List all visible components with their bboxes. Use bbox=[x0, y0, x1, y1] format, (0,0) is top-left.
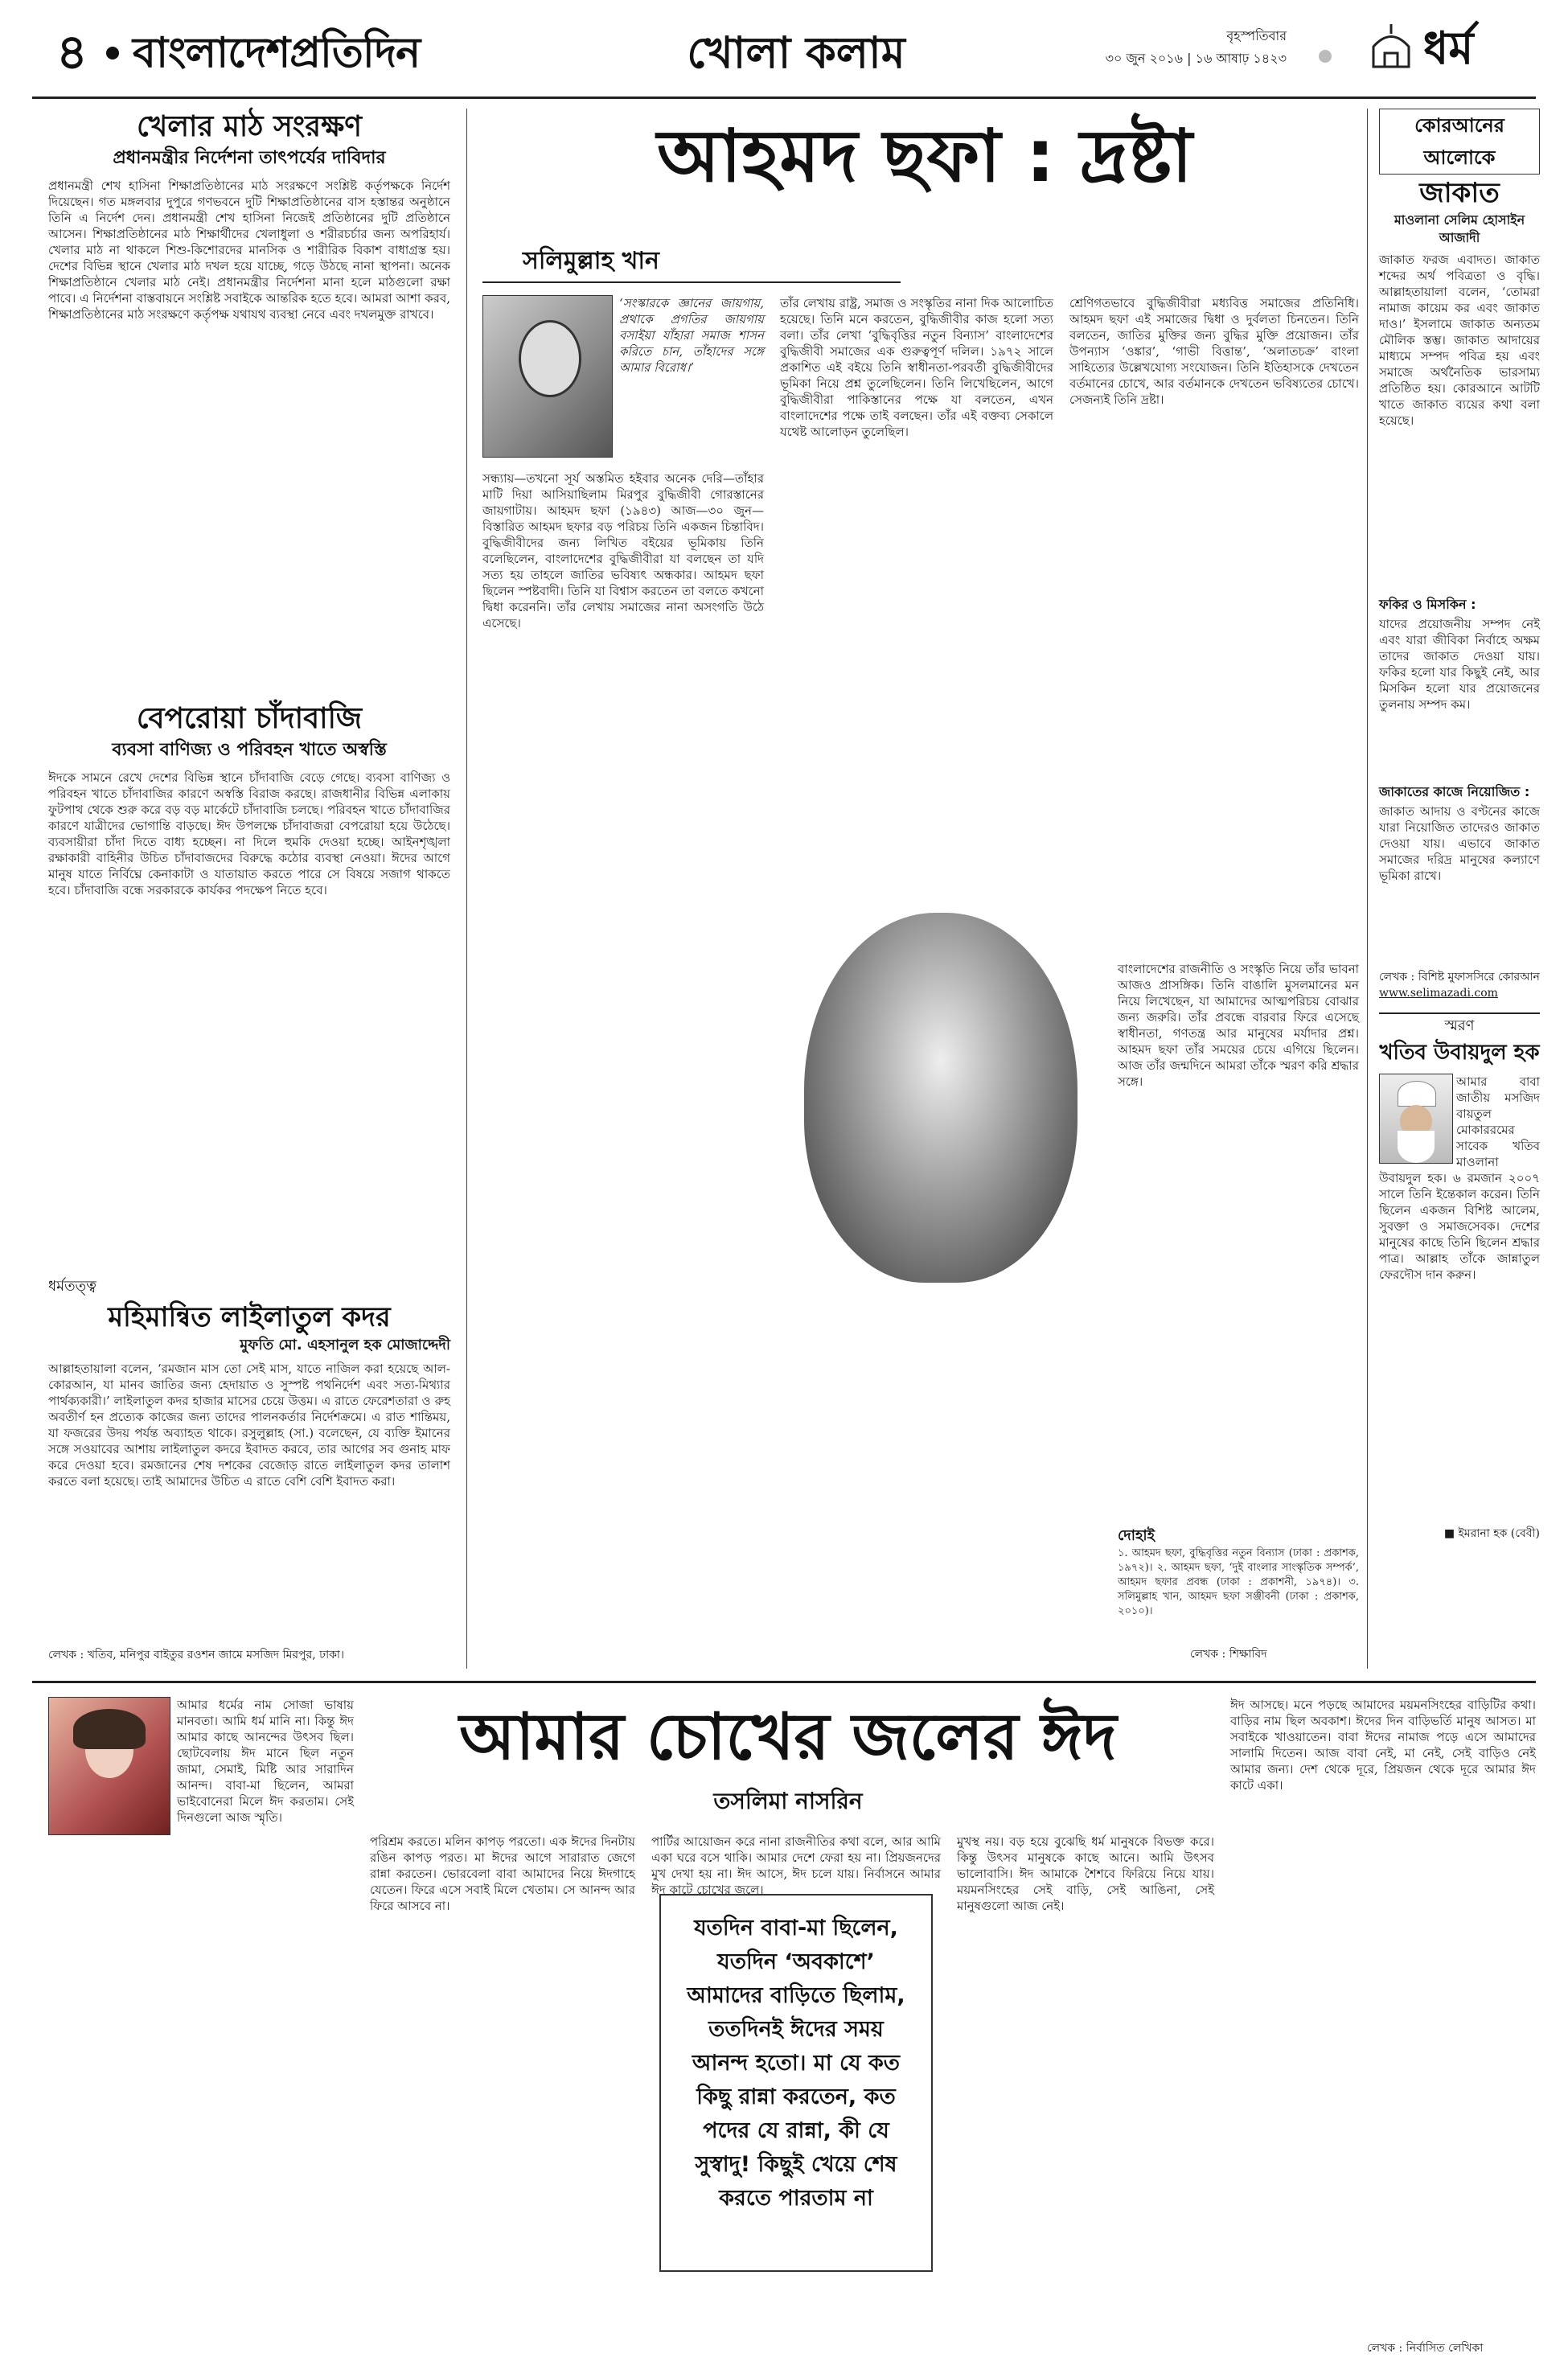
bottom-col-1: আমার ধর্মের নাম সোজা ভাষায় মানবতা। আমি ধর্ম মানি না। কিন্তু ঈদ আমার কাছে আনন্দের উৎসব ছিল। ছোটবেলায় ঈদ মানে ছিল নতুন জামা, সেমাই, মিষ্টি আর সারাদিন আনন্দ। বাবা-মা ছিলেন, আমরা ভাইবোনেরা মিলে ঈদ করতাম। সেই দিনগুলো আজ স্মৃতি। bbox=[177, 1698, 354, 1825]
pull-quote-box bbox=[659, 1894, 933, 2272]
right-title: জাকাত bbox=[1419, 177, 1500, 209]
bottom-col-5: ঈদ আসছে। মনে পড়ছে আমাদের ময়মনসিংহের বাড়িটির কথা। বাড়ির নাম ছিল অবকাশ। ঈদের দিন বাড়িভর্তি মানুষ আসত। মা সবাইকে খাওয়াতেন। বাবা ঈদের নামাজ পড়ে এসে আমাদের সালামি দিতেন। আজ বাবা নেই, মা নেই, সেই বাড়িও নেই আমার জন্য। দেশ থেকে দূরে, প্রিয়জন থেকে দূরে আমার ঈদ কাটে একা। bbox=[1230, 1698, 1536, 1793]
left-column bbox=[48, 109, 450, 1669]
article-title: বেপরোয়া চাঁদাবাজি bbox=[136, 702, 363, 735]
memorial-footer: ■ ইমরানা হক (বেবী) bbox=[1443, 1527, 1540, 1540]
references: ১. আহমদ ছফা, বুদ্ধিবৃত্তির নতুন বিন্যাস (ঢাকা : প্রকাশক, ১৯৭২)। ২. আহমদ ছফা, ‘দুই বাংলার সাংস্কৃতিক সম্পর্ক’, আহমদ ছফার প্রবন্ধ (ঢাকা : প্রকাশনী, ১৯৭৪)। ৩. সলিমুল্লাহ খান, আহমদ ছফা সঞ্জীবনী (ঢাকা : প্রকাশক, ২০১০)। bbox=[1118, 1547, 1359, 1617]
refs-title: দোহাই bbox=[1118, 1527, 1155, 1544]
author-photo bbox=[48, 1697, 170, 1835]
article-body: ঈদকে সামনে রেখে দেশের বিভিন্ন স্থানে চাঁদাবাজি বেড়ে গেছে। ব্যবসা বাণিজ্য ও পরিবহন খাতে চাঁদাবাজির কারণে অস্বস্তি বিরাজ করছে। রাজধানীর বিভিন্ন এলাকায় ফুটপাথ থেকে শুরু করে বড় বড় মার্কেটে চাঁদাবাজি চলছে। পরিবহন খাতে চাঁদাবাজির কারণে যাত্রীদের ভোগান্তি বাড়ছে। ঈদ উপলক্ষে চাঁদাবাজরা বেপরোয়া হয়ে উঠেছে। ব্যবসায়ীরা চাঁদা দিতে বাধ্য হচ্ছেন। না দিলে হুমকি দেওয়া হচ্ছে। আইনশৃঙ্খলা রক্ষাকারী বাহিনীর উচিত চাঁদাবাজদের বিরুদ্ধে কঠোর ব্যবস্থা নেওয়া। ঈদের আগে মানুষ যাতে নির্বিঘ্নে কেনাকাটা ও যাতায়াত করতে পারে সে বিষয়ে সজাগ থাকতে হবে। চাঁদাবাজি বন্ধে সরকারকে কার্যকর পদক্ষেপ নিতে হবে। bbox=[48, 770, 450, 897]
bottom-article bbox=[48, 1697, 1536, 2356]
bottom-col-4: মুখস্থ নয়। বড় হয়ে বুঝেছি ধর্ম মানুষকে বিভক্ত করে। কিন্তু উৎসব মানুষকে কাছে আনে। আমি উৎসব ভালোবাসি। ঈদ আমাকে শৈশবে ফিরিয়ে নিয়ে যায়। ময়মনসিংহের সেই বাড়ি, সেই আঙিনা, সেই মানুষগুলো আজ নেই। bbox=[957, 1834, 1214, 1913]
bottom-headline: আমার চোখের জলের ঈদ bbox=[459, 1699, 1117, 1774]
feature-col-3: শ্রেণিগতভাবে বুদ্ধিজীবীরা মধ্যবিত্ত সমাজের প্রতিনিধি। আহমদ ছফা এই সমাজের দ্বিধা ও দুর্বলতা চিনতেন। তিনি বলতেন, জাতির মুক্তির জন্য বুদ্ধির মুক্তি প্রয়োজন। তাঁর উপন্যাস ‘ওঙ্কার’, ‘গাভী বিত্তান্ত’, ‘অলাতচক্র’ বাংলা সাহিত্যের উল্লেখযোগ্য সংযোজন। তিনি ইতিহাসকে দেখতেন বর্তমানের চোখে, আর বর্তমানকে দেখতেন ভবিষ্যতের চোখে। সেজন্যই তিনি দ্রষ্টা। bbox=[1069, 296, 1359, 407]
memorial-block bbox=[1379, 1074, 1540, 1524]
website-link[interactable]: www.selimazadi.com bbox=[1379, 987, 1498, 1000]
article-body: আল্লাহতায়ালা বলেন, ‘রমজান মাস তো সেই মাস, যাতে নাজিল করা হয়েছে আল-কোরআন, যা মানব জাতির জন্য হেদায়াত ও সুস্পষ্ট পথনির্দেশ এবং সত্য-মিথ্যার পার্থক্যকারী।’ লাইলাতুল কদর হাজার মাসের চেয়ে উত্তম। এ রাতে ফেরেশতারা ও রুহ অবতীর্ণ হন প্রত্যেক কাজের জন্য তাদের পালনকর্তার নির্দেশক্রমে। এ রাত শান্তিময়, যা ফজরের উদয় পর্যন্ত অব্যাহত থাকে। রসুলুল্লাহ (সা.) বলেছেন, যে ব্যক্তি ইমানের সঙ্গে সওয়াবের আশায় লাইলাতুল কদরে ইবাদত করবে, তার আগের সব গুনাহ মাফ করে দেওয়া হবে। রমজানের শেষ দশকের বেজোড় রাতে লাইলাতুল কদর তালাশ করতে বলা হয়েছে। তাই আমাদের উচিত এ রাতে বেশি বেশি ইবাদত করা। bbox=[48, 1362, 450, 1489]
section-title: খোলা কলাম bbox=[687, 27, 905, 78]
article-body: প্রধানমন্ত্রী শেখ হাসিনা শিক্ষাপ্রতিষ্ঠানের মাঠ সংরক্ষণে সংশ্লিষ্ট কর্তৃপক্ষকে নির্দেশ দিয়েছেন। গত মঙ্গলবার দুপুরে গণভবনে দুটি শিক্ষাপ্রতিষ্ঠানের বাস হস্তান্তর অনুষ্ঠানে তিনি এ নির্দেশ দেন। প্রধানমন্ত্রী শেখ হাসিনা নিজেই প্রতিষ্ঠানের দুটি প্রতিষ্ঠানে আসেন। শিক্ষাপ্রতিষ্ঠানের মাঠ শিক্ষার্থীদের খেলাধুলা ও শরীরচর্চার জন্য অপরিহার্য। খেলার মাঠ না থাকলে শিশু-কিশোরদের মানসিক ও শারীরিক বিকাশ বাধাগ্রস্ত হয়। দেশের বিভিন্ন স্থানে খেলার মাঠ দখল হয়ে যাচ্ছে, গড়ে উঠছে নানা স্থাপনা। অনেক শিক্ষাপ্রতিষ্ঠানে খেলার মাঠ নেই। প্রধানমন্ত্রীর নির্দেশনা মানা হলে মাঠগুলো রক্ষা পাবে। এ নির্দেশনা বাস্তবায়নে সংশ্লিষ্ট সবাইকে আন্তরিক হতে হবে। আমরা আশা করব, শিক্ষাপ্রতিষ্ঠানের মাঠ সংরক্ষণে কর্তৃপক্ষ যথাযথ ব্যবস্থা নেবে এবং দখলমুক্ত রাখবে। bbox=[48, 179, 450, 322]
paper-name: বাংলাদেশপ্রতিদিন bbox=[133, 29, 421, 77]
bottom-col-3: পার্টির আয়োজন করে নানা রাজনীতির কথা বলে, আর আমি একা ঘরে বসে থাকি। আমার দেশে ফেরা হয় না। প্রিয়জনদের মুখ দেখা হয় না। ঈদ আসে, ঈদ চলে যায়। নির্বাসনে আমার ঈদ কাটে চোখের জলে। bbox=[651, 1834, 941, 1897]
memorial-body bbox=[1379, 1074, 1540, 1508]
article-subtitle: ব্যবসা বাণিজ্য ও পরিবহন খাতে অস্বস্তি bbox=[112, 740, 387, 760]
article-kicker: ধর্মতত্ত্ব bbox=[48, 1278, 96, 1295]
subheading-body: জাকাত আদায় ও বণ্টনের কাজে যারা নিয়োজিত তাদেরও জাকাত দেওয়া যায়। এভাবে জাকাত সমাজের দরিদ্র মানুষের কল্যাণে ভূমিকা রাখে। bbox=[1379, 804, 1540, 883]
article-title: খেলার মাঠ সংরক্ষণ bbox=[136, 110, 363, 143]
feature-col-1: সন্ধ্যায়—তখনো সূর্য অস্তমিত হইবার অনেক দেরি—তাঁহার মাটি দিয়া আসিয়াছিলাম মিরপুর বুদ্ধিজীবী গোরস্তানের জায়গাটায়। আহমদ ছফা (১৯৪৩) আজ—৩০ জুন—বিস্তারিত আহমদ ছফার বড় পরিচয় তিনি একজন চিন্তাবিদ। বুদ্ধিজীবীদের জন্য লিখিত বইয়ের ভূমিকায় তিনি বলেছিলেন, বাংলাদেশের বুদ্ধিজীবীরা যা বলছেন তা যদি সত্য হয় তাহলে জাতির ভবিষ্যৎ অন্ধকার। আহমদ ছফা ছিলেন স্পষ্টবাদী। তিনি যা বিশ্বাস করতেন তা বলতে কখনো দ্বিধা করেননি। তাঁর লেখায় সমাজের নানা অসংগতি উঠে এসেছে। bbox=[482, 471, 764, 630]
bottom-footer: লেখক : নির্বাসিত লেখিকা bbox=[1367, 2342, 1484, 2355]
feature-footer: লেখক : শিক্ষাবিদ bbox=[1190, 1648, 1267, 1661]
author-face bbox=[519, 320, 581, 397]
subject-photo-frame bbox=[780, 913, 1102, 1283]
column-divider bbox=[466, 109, 467, 1669]
mosque-icon bbox=[1367, 23, 1415, 71]
masthead bbox=[32, 18, 1536, 90]
right-author: মাওলানা সেলিম হোসাইন আজাদী bbox=[1394, 212, 1525, 245]
author-rule bbox=[482, 281, 901, 283]
bullet-dot bbox=[106, 47, 119, 60]
memorial-title: খতিব উবায়দুল হক bbox=[1379, 1041, 1540, 1065]
author-photo bbox=[482, 295, 613, 458]
subheading: ফকির ও মিসকিন : bbox=[1379, 597, 1476, 612]
pull-quote: যতদিন বাবা-মা ছিলেন, যতদিন ‘অবকাশে’ আমাদের বাড়িতে ছিলাম, ততদিনই ঈদের সময় আনন্দ হতো। মা যে কত কিছু রান্না করতেন, কত পদের যে রান্না, কী যে সুস্বাদু! কিছুই খেয়ে শেষ করতে পারতাম না bbox=[687, 1916, 905, 2211]
memorial-kicker: স্মরণ bbox=[1444, 1017, 1475, 1034]
feature-quote: ‘সংস্কারকে জ্ঞানের জায়গায়, প্রথাকে প্রগতির জায়গায় বসাইয়া যাঁহারা সমাজ শাসন করিতে চান, তাঁহাদের সঙ্গে আমার বিরোধ।’ bbox=[619, 296, 764, 375]
subheading: জাকাতের কাজে নিয়োজিত : bbox=[1379, 784, 1530, 799]
page-number: ৪ bbox=[56, 24, 88, 80]
weekday: বৃহস্পতিবার bbox=[1226, 28, 1287, 43]
bullet-dot bbox=[1319, 50, 1332, 63]
feature-headline: আহমদ ছফা : দ্রষ্টা bbox=[657, 114, 1192, 199]
masthead-rule bbox=[32, 97, 1536, 99]
bottom-col-2: পরিশ্রম করতে। মলিন কাপড় পরতো। এক ঈদের দিনটায় রঙিন কাপড় পরত। মা ঈদের আগে সারারাত জেগে রান্না করতেন। ভোরবেলা বাবা আমাদের নিয়ে ঈদগাহে যেতেন। ফিরে এসে সবাই মিলে খেতাম। সে আনন্দ আর ফিরে আসবে না। bbox=[370, 1834, 635, 1913]
bottom-author: তসলিমা নাসরিন bbox=[713, 1788, 863, 1814]
article-footer: লেখক : খতিব, মনিপুর বাইতুর রওশন জামে মসজিদ মিরপুর, ঢাকা। bbox=[48, 1649, 345, 1661]
right-kicker: কোরআনের আলোকে bbox=[1379, 109, 1540, 175]
right-body: জাকাত ফরজ এবাদত। জাকাত শব্দের অর্থ পবিত্রতা ও বৃদ্ধি। আল্লাহতায়ালা বলেন, ‘তোমরা নামাজ কায়েম কর এবং জাকাত দাও।’ ইসলামে জাকাত অন্যতম মৌলিক স্তম্ভ। জাকাত আদায়ের মাধ্যমে সম্পদ পবিত্র হয় এবং সমাজে অর্থনৈতিক ভারসাম্য প্রতিষ্ঠিত হয়। কোরআনে আটটি খাতে জাকাত ব্যয়ের কথা বলা হয়েছে। bbox=[1379, 253, 1540, 428]
feature-col-4: বাংলাদেশের রাজনীতি ও সংস্কৃতি নিয়ে তাঁর ভাবনা আজও প্রাসঙ্গিক। তিনি বাঙালি মুসলমানের মন নিয়ে লিখেছেন, যা আমাদের আত্মপরিচয় বোঝার জন্য জরুরি। তাঁর প্রবন্ধে বারবার ফিরে এসেছে স্বাধীনতা, গণতন্ত্র আর মানুষের মর্যাদার প্রশ্ন। আহমদ ছফা তাঁর সময়ের চেয়ে এগিয়ে ছিলেন। আজ তাঁর জন্মদিনে আমরা তাঁকে স্মরণ করি শ্রদ্ধার সঙ্গে। bbox=[1118, 962, 1359, 1089]
column-divider bbox=[1367, 109, 1368, 1669]
right-footer: লেখক : বিশিষ্ট মুফাসসিরে কোরআন bbox=[1379, 971, 1540, 984]
feature-col-2: তাঁর লেখায় রাষ্ট্র, সমাজ ও সংস্কৃতির নানা দিক আলোচিত হয়েছে। তিনি মনে করতেন, বুদ্ধিজীবীর কাজ হলো সত্য বলা। তাঁর লেখা ‘বুদ্ধিবৃত্তির নতুন বিন্যাস’ বাংলাদেশের বুদ্ধিজীবী সমাজের এক গুরুত্বপূর্ণ দলিল। ১৯৭২ সালে প্রকাশিত এই বইয়ে তিনি স্বাধীনতা-পরবর্তী বুদ্ধিজীবীদের ভূমিকা নিয়ে প্রশ্ন তুলেছিলেন। তিনি লিখেছিলেন, আগে বুদ্ধিজীবীরা পাকিস্তানের পক্ষে যা বলতেন, এখন বাংলাদেশের পক্ষে তাই বলছেন। তাঁর এই বক্তব্য সেকালে যথেষ্ট আলোড়ন তুলেছিল। bbox=[780, 296, 1053, 439]
right-section-title: ধর্ম bbox=[1423, 23, 1474, 75]
article-title: মহিমান্বিত লাইলাতুল কদর bbox=[108, 1301, 391, 1333]
date: ৩০ জুন ২০১৬ | ১৬ আষাঢ় ১৪২৩ bbox=[1105, 51, 1287, 66]
article-subtitle: প্রধানমন্ত্রীর নির্দেশনা তাৎপর্যের দাবিদার bbox=[113, 148, 386, 168]
subheading-body: যাদের প্রয়োজনীয় সম্পদ নেই এবং যারা জীবিকা নির্বাহে অক্ষম তাদের জাকাত দেওয়া যায়। ফকির হলো যার কিছুই নেই, আর মিসকিন হলো যার প্রয়োজনের তুলনায় সম্পদ কম। bbox=[1379, 617, 1540, 712]
article-author: মুফতি মো. এহসানুল হক মোজাদ্দেদী bbox=[240, 1337, 450, 1353]
photo-spacer bbox=[1379, 1074, 1456, 1167]
memorial-text: আমার বাবা জাতীয় মসজিদ বায়তুল মোকাররমের সাবেক খতিব মাওলানা উবায়দুল হক। ৬ রমজান ২০০৭ সালে তিনি ইন্তেকাল করেন। তিনি ছিলেন একজন বিশিষ্ট আলেম, সুবক্তা ও সমাজসেবক। দেশের মানুষের কাছে তিনি ছিলেন শ্রদ্ধার পাত্র। আল্লাহ তাঁকে জান্নাতুল ফেরদৌস দান করুন। bbox=[1379, 1074, 1540, 1282]
feature-author: সলিমুল্লাহ খান bbox=[523, 247, 659, 275]
subject-photo bbox=[804, 913, 1077, 1283]
right-column bbox=[1379, 109, 1540, 1669]
section-rule bbox=[32, 1681, 1536, 1683]
feature-article bbox=[482, 109, 1359, 1669]
author-hair bbox=[73, 1709, 146, 1749]
